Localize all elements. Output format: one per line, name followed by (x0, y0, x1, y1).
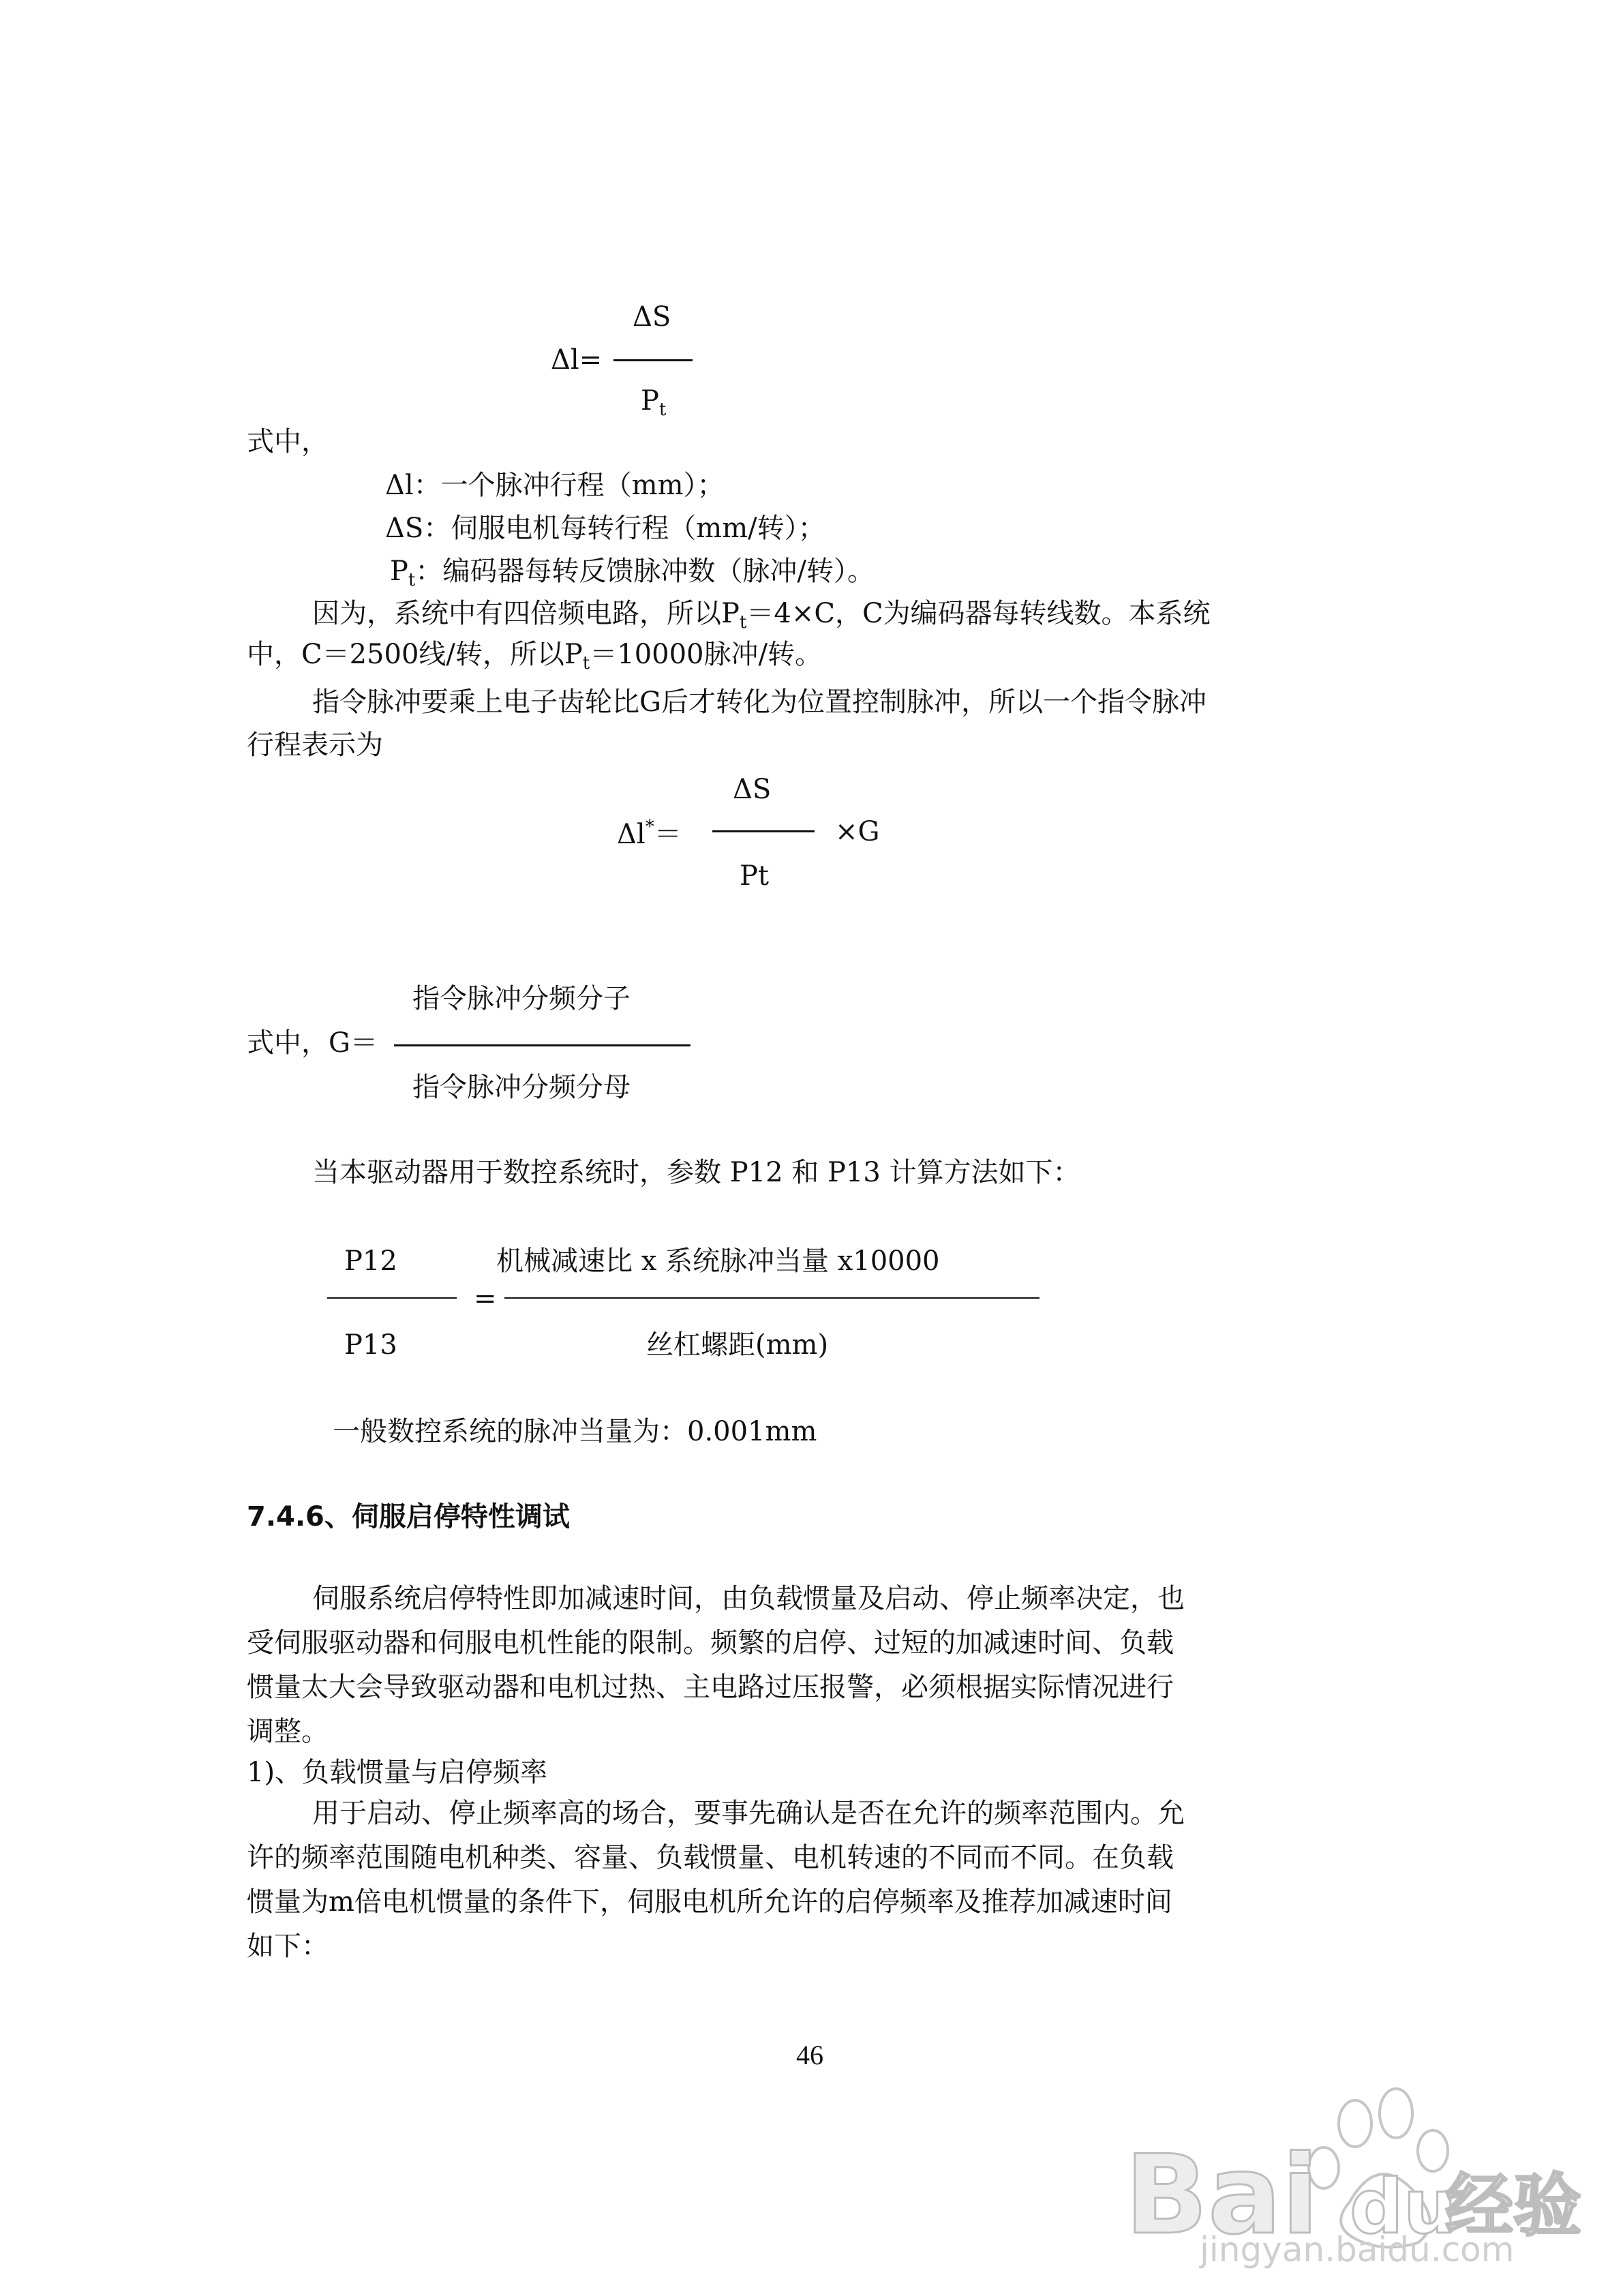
formula4-eq: = (474, 1283, 497, 1314)
para6-line3: 惯量为m倍电机惯量的条件下，伺服电机所允许的启停频率及推荐加减速时间 (247, 1886, 1172, 1918)
para5-line3: 惯量太大会导致驱动器和电机过热、主电路过压报警，必须根据实际情况进行 (247, 1672, 1174, 1703)
formula2-fraction-bar (712, 830, 815, 832)
formula4-left-bar (327, 1297, 457, 1299)
def-delta-l: Δl：一个脉冲行程（mm）； (385, 470, 725, 501)
section-heading: 7.4.6、伺服启停特性调试 (247, 1501, 570, 1532)
para5-line4: 调整。 (247, 1716, 329, 1747)
para1-line1: 因为，系统中有四倍频电路，所以$P_t=4\times C$，C为编码器每转线数。本系统 (312, 598, 1211, 633)
subheading: 1)、负载惯量与启停频率 (247, 1757, 548, 1788)
formula4-left-bottom: P13 (344, 1329, 397, 1361)
formula3-numerator: 指令脉冲分频分子 (412, 983, 631, 1014)
formula1-numerator: ΔS (633, 301, 671, 333)
formula2-numerator: ΔS (733, 774, 772, 805)
formula4-right-bar (504, 1297, 1040, 1299)
para2-line1: 指令脉冲要乘上电子齿轮比G后才转化为位置控制脉冲，所以一个指令脉冲 (312, 686, 1207, 718)
formula2-lhs: Δl*＝ (617, 817, 682, 850)
formula4-right-bottom: 丝杠螺距(mm) (646, 1329, 829, 1361)
formula4-right-top: 机械减速比 x 系统脉冲当量 x10000 (496, 1245, 940, 1277)
para6-line1: 用于启动、停止频率高的场合，要事先确认是否在允许的频率范围内。允 (312, 1798, 1185, 1829)
watermark-url: jingyan.baidu.com (1200, 2230, 1515, 2269)
formula4-left-top: P12 (344, 1245, 397, 1277)
def-pt: $P_t$：编码器每转反馈脉冲数（脉冲/转）。 (390, 556, 875, 590)
formula1-fraction-bar (613, 359, 693, 361)
para5-line1: 伺服系统启停特性即加减速时间，由负载惯量及启动、停止频率决定，也 (312, 1583, 1185, 1614)
where-intro: 式中， (247, 426, 329, 457)
def-delta-s: ΔS：伺服电机每转行程（mm/转）； (385, 513, 825, 544)
formula3-fraction-bar (394, 1044, 691, 1046)
svg-text:du: du (1350, 2163, 1457, 2250)
page-number: 46 (796, 2040, 823, 2070)
formula2-times-g: ×G (835, 816, 880, 847)
para5-line2: 受伺服驱动器和伺服电机性能的限制。频繁的启停、过短的加减速时间、负载 (247, 1627, 1174, 1659)
formula2-denominator: Pt (740, 860, 769, 892)
para3: 当本驱动器用于数控系统时，参数 P12 和 P13 计算方法如下： (312, 1157, 1080, 1188)
formula3-prefix: 式中，G＝ (247, 1027, 378, 1059)
para2-line2: 行程表示为 (247, 729, 383, 761)
formula1-lhs: Δl= (551, 344, 603, 376)
formula3-denominator: 指令脉冲分频分母 (412, 1072, 631, 1103)
para4: 一般数控系统的脉冲当量为：0.001mm (333, 1416, 817, 1447)
svg-text:经验: 经验 (1445, 2166, 1581, 2246)
para6-line4: 如下： (247, 1931, 329, 1962)
para1-line2: 中，C＝2500线/转，所以$P_t=10000$脉冲/转。 (247, 639, 822, 674)
svg-text:Bai: Bai (1125, 2131, 1319, 2259)
formula1-denominator: $P_t$ (641, 385, 667, 420)
para6-line2: 许的频率范围随电机种类、容量、负载惯量、电机转速的不同而不同。在负载 (247, 1842, 1174, 1873)
